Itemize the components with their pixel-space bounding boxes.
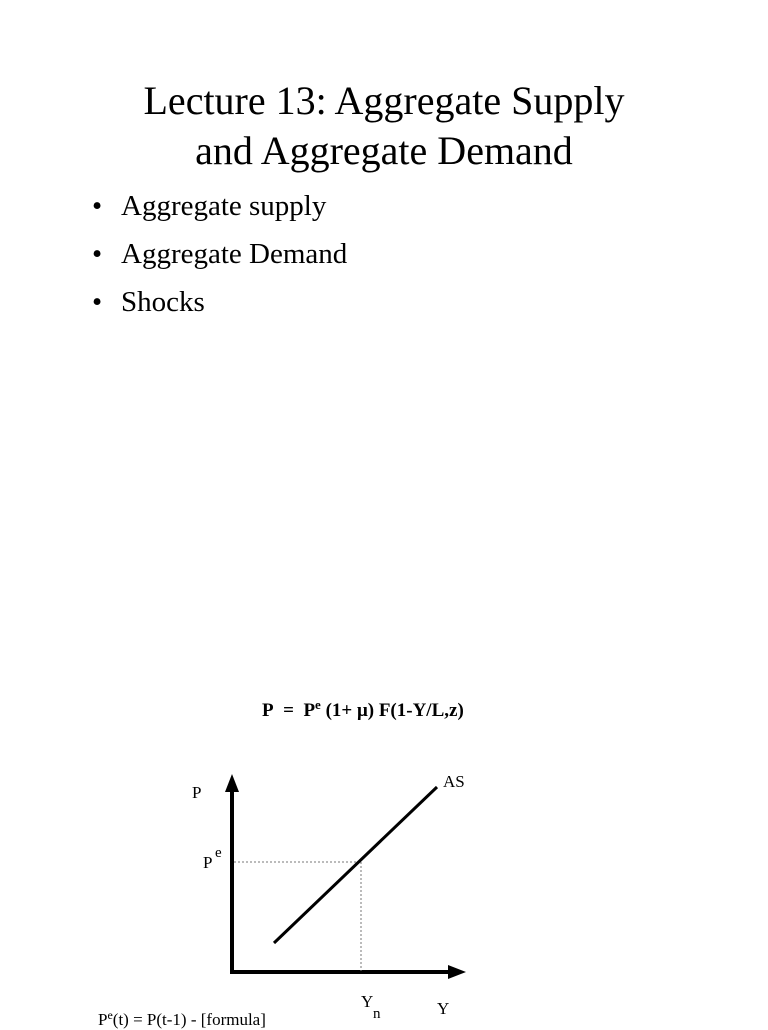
bullet-text: Aggregate supply	[121, 190, 327, 222]
x-axis-arrowhead	[448, 965, 466, 979]
title-line-1: Lecture 13: Aggregate Supply	[143, 78, 625, 123]
x-axis-label: Y	[437, 999, 450, 1018]
y-axis-label: P	[192, 783, 202, 802]
bullet-marker: •	[92, 286, 103, 318]
footnote-base: P	[98, 1010, 108, 1029]
yn-subscript: n	[373, 1006, 381, 1022]
footnote-formula	[98, 1010, 266, 1030]
bullet-item	[92, 280, 347, 328]
bullet-text: Aggregate Demand	[121, 238, 348, 270]
as-curve	[274, 787, 437, 943]
equation-superscript: e	[315, 697, 321, 712]
footnote-superscript: e	[107, 1008, 113, 1022]
as-graph	[0, 760, 768, 1024]
bullet-marker: •	[92, 190, 103, 222]
pe-superscript: e	[215, 845, 222, 861]
y-axis-arrowhead	[225, 774, 239, 792]
bullet-list	[92, 184, 347, 328]
bullet-item	[92, 232, 347, 280]
slide-title	[0, 76, 768, 176]
equation-rest: (1+ μ) F(1-Y/L,z)	[320, 700, 464, 721]
title-line-2: and Aggregate Demand	[195, 128, 573, 173]
equation-lhs: P	[262, 700, 274, 721]
pe-label: P	[203, 853, 213, 872]
as-equation	[262, 697, 464, 722]
bullet-text: Shocks	[121, 286, 205, 318]
bullet-item	[92, 184, 347, 232]
as-curve-label: AS	[443, 772, 465, 791]
equation-base: P	[303, 700, 316, 721]
bullet-marker: •	[92, 238, 103, 270]
footnote-text: (t) = P(t-1) - [formula]	[112, 1010, 266, 1029]
yn-label: Y	[361, 992, 374, 1011]
equation-equals: =	[283, 700, 294, 721]
